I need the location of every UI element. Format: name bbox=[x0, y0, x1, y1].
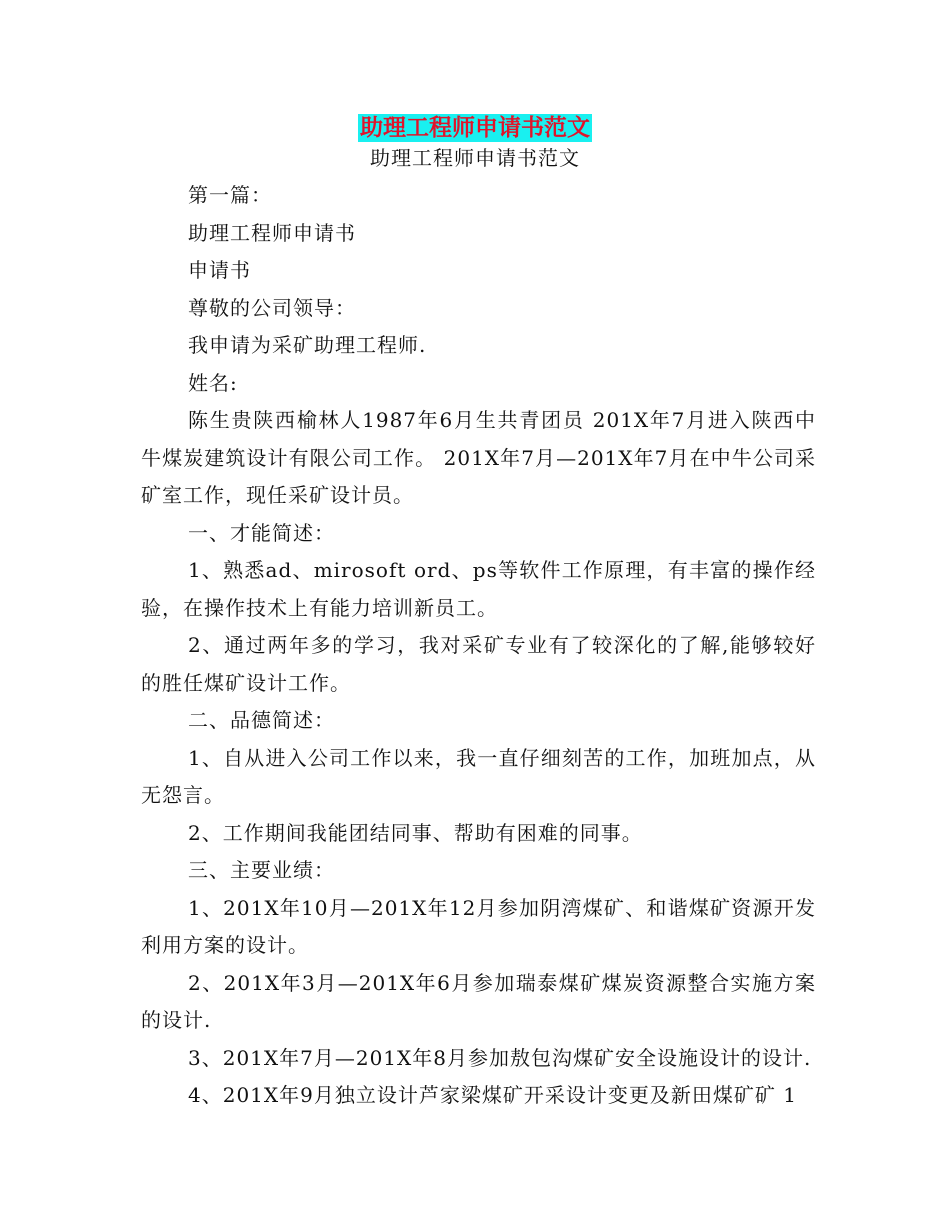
paragraph: 我申请为采矿助理工程师. bbox=[188, 333, 427, 357]
paragraph: 1、熟悉ad、mirosoft ord、ps等软件工作原理，有丰富的操作经验，在操作技术上有能力培训新员工。 bbox=[141, 558, 816, 620]
paragraph: 二、品德简述： bbox=[188, 708, 335, 732]
paragraph: 陈生贵陕西榆林人1987年6月生共青团员 201X年7月进入陕西中牛煤炭建筑设计有限公司工作。 201X年7月—201X年7月在中牛公司采矿室工作，现任采矿设计员。 bbox=[141, 408, 816, 507]
paragraph: 一、才能简述： bbox=[188, 520, 335, 545]
paragraph: 申请书 bbox=[188, 258, 251, 282]
paragraph: 4、201X年9月独立设计芦家梁煤矿开采设计变更及新田煤矿矿 1 bbox=[188, 1083, 797, 1107]
paragraph: 姓名: bbox=[188, 370, 238, 395]
paragraph: 1、201X年10月—201X年12月参加阴湾煤矿、和谐煤矿资源开发利用方案的设计。 bbox=[141, 895, 816, 957]
paragraph: 尊敬的公司领导： bbox=[188, 295, 356, 320]
title-row bbox=[0, 114, 950, 142]
paragraph: 三、主要业绩： bbox=[188, 858, 335, 882]
document-title: 助理工程师申请书范文 bbox=[360, 114, 590, 141]
paragraph: 3、201X年7月—201X年8月参加敖包沟煤矿安全设施设计的设计. bbox=[188, 1045, 812, 1070]
paragraph: 第一篇： bbox=[188, 183, 272, 207]
document-subtitle: 助理工程师申请书范文 bbox=[370, 146, 580, 170]
paragraph: 2、通过两年多的学习，我对采矿专业有了较深化的了解,能够较好的胜任煤矿设计工作。 bbox=[141, 633, 816, 695]
paragraph: 助理工程师申请书 bbox=[188, 220, 356, 245]
paragraph: 2、工作期间我能团结同事、帮助有困难的同事。 bbox=[188, 820, 643, 845]
paragraph: 2、201X年3月—201X年6月参加瑞泰煤矿煤炭资源整合实施方案的设计. bbox=[141, 970, 816, 1032]
document-body bbox=[141, 177, 816, 1115]
paragraph: 1、自从进入公司工作以来，我一直仔细刻苦的工作，加班加点，从无怨言。 bbox=[141, 745, 816, 807]
